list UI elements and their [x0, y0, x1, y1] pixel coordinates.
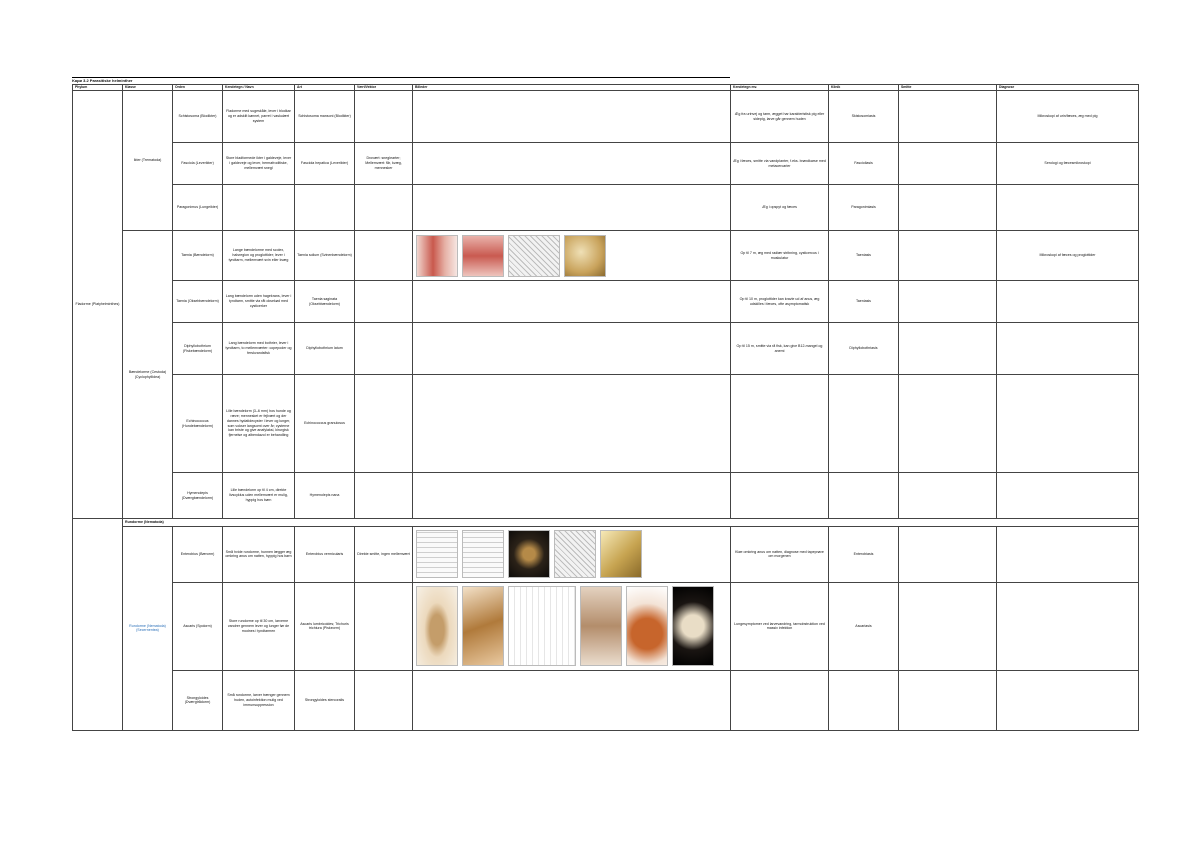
notes-cell: Op til 10 m, proglottider kan kravle ud af anus, æg udskilles i fæces, ofte asymptomatisk: [731, 281, 829, 323]
diagnose-cell: Mikroskopi af fæces og proglottider: [997, 231, 1139, 281]
order-cell: Taenia (Oksebbændelorm): [173, 281, 223, 323]
species-cell: Enterobius vermicularis: [295, 526, 355, 582]
smitte-cell: [899, 670, 997, 730]
notes-cell: Op til 7 m, æg med radiær stribning, cysticercus i muskulatur: [731, 231, 829, 281]
title-rule: [72, 77, 730, 78]
diagnose-cell: Mikroskopi af urin/fæces, æg med pig: [997, 91, 1139, 143]
clinic-cell: [829, 473, 899, 519]
column-header: Billeder: [413, 85, 731, 91]
parasite-image: [600, 530, 642, 578]
table-row: [73, 281, 1139, 323]
class-cell: Bændelorme (Cestoda) (Cyclophyllidea): [123, 231, 173, 519]
order-cell: Ascaris (Spolorm): [173, 582, 223, 670]
description-cell: Små rundorme, larver trænger gennem huden, autoinfektion mulig ved immunsuppression: [223, 670, 295, 730]
notes-cell: Op til 15 m, smitte via rå fisk, kan give B12-mangel og anemi: [731, 323, 829, 375]
column-header: Phylum: [73, 85, 123, 91]
species-cell: Hymenolepis nana: [295, 473, 355, 519]
smitte-cell: [899, 231, 997, 281]
column-header: Orden: [173, 85, 223, 91]
diagnose-cell: [997, 670, 1139, 730]
diagnose-cell: [997, 281, 1139, 323]
order-cell: Taenia (Bændelorm): [173, 231, 223, 281]
section-row: [73, 519, 1139, 527]
order-cell: Paragonimus (Lungeikter): [173, 185, 223, 231]
images-cell: [413, 323, 731, 375]
parasite-image: [564, 235, 606, 277]
host-cell: Drovært: sneglearter; Mellemvært: får, kvæg, mennesker: [355, 143, 413, 185]
parasite-image: [462, 586, 504, 666]
clinic-cell: Fascioliasis: [829, 143, 899, 185]
species-cell: Strongyloides stercoralis: [295, 670, 355, 730]
parasite-image: [508, 586, 576, 666]
class-cell: Ikter (Trematoda): [123, 91, 173, 231]
species-cell: Echinococcus granulosus: [295, 375, 355, 473]
diagnose-cell: [997, 323, 1139, 375]
table-row: [73, 582, 1139, 670]
description-cell: Fladorme med sugeskåle, lever i blodkar og er adskilt kønnet, parret i vaskulært system: [223, 91, 295, 143]
table-row: [73, 670, 1139, 730]
images-cell: [413, 143, 731, 185]
clinic-cell: [829, 375, 899, 473]
images-cell: [413, 185, 731, 231]
parasite-image: [508, 235, 560, 277]
diagnose-cell: [997, 375, 1139, 473]
table-row: [73, 323, 1139, 375]
notes-cell: Lungesymptomer ved larvevandring, tarmobstruktion ved massiv infektion: [731, 582, 829, 670]
parasite-image: [580, 586, 622, 666]
species-cell: Schistosoma mansoni (Blodikter): [295, 91, 355, 143]
host-cell: [355, 231, 413, 281]
smitte-cell: [899, 473, 997, 519]
order-cell: Fasciola (Leverikter): [173, 143, 223, 185]
clinic-cell: Enterobiasis: [829, 526, 899, 582]
parasite-image: [626, 586, 668, 666]
diagnose-cell: [997, 185, 1139, 231]
notes-cell: Æg i opspyt og fæces: [731, 185, 829, 231]
parasite-image: [554, 530, 596, 578]
images-cell: [413, 281, 731, 323]
table-row: [73, 375, 1139, 473]
images-cell: [413, 91, 731, 143]
smitte-cell: [899, 143, 997, 185]
section-label: Rundorme (Nematoda): [123, 519, 1139, 527]
column-header: Kendetegn / Navn: [223, 85, 295, 91]
parasite-image: [508, 530, 550, 578]
clinic-cell: [829, 670, 899, 730]
description-cell: Lang bændelorm med bothrier, lever i tyndtarm, to mellemværter: copepoder og ferskvandsfisk: [223, 323, 295, 375]
description-cell: Lange bændelorme med scolex, halsregion og proglottider; lever i tyndtarm, mellemvært svin eller kvæg: [223, 231, 295, 281]
description-cell: Store bladformede ikter i galdeveje, lever i galdeveje og lever, hermafroditiske, mellemvært snegl: [223, 143, 295, 185]
smitte-cell: [899, 91, 997, 143]
host-cell: [355, 91, 413, 143]
column-header: Vært/Vektor: [355, 85, 413, 91]
description-cell: [223, 185, 295, 231]
host-cell: [355, 582, 413, 670]
notes-cell: Æg fra urinvej og tarm, ægget har karakteristisk pig eller sidepig, larve går gennem huden: [731, 91, 829, 143]
species-cell: Taenia saginata (Oksebbændelorm): [295, 281, 355, 323]
column-header: Klinik: [829, 85, 899, 91]
phylum-cell: Fladorme (Platyhelminthes): [73, 91, 123, 519]
notes-cell: [731, 375, 829, 473]
description-cell: Små hvide rundorme, hunnen lægger æg omkring anus om natten, hyppig hos børn: [223, 526, 295, 582]
host-cell: [355, 670, 413, 730]
order-cell: Schistosoma (Blodikter): [173, 91, 223, 143]
parasite-image: [416, 586, 458, 666]
host-cell: [355, 323, 413, 375]
column-header: Smitte: [899, 85, 997, 91]
smitte-cell: [899, 281, 997, 323]
notes-cell: [731, 473, 829, 519]
smitte-cell: [899, 582, 997, 670]
images-cell: [413, 670, 731, 730]
species-cell: Ascaris lumbricoides; Trichuris trichiura (Piskeorm): [295, 582, 355, 670]
clinic-cell: Paragonimiasis: [829, 185, 899, 231]
column-header: Art: [295, 85, 355, 91]
smitte-cell: [899, 185, 997, 231]
species-cell: [295, 185, 355, 231]
images-cell: [413, 526, 731, 582]
images-cell: [413, 375, 731, 473]
column-header: Diagnose: [997, 85, 1139, 91]
parasite-image: [462, 235, 504, 277]
table-row: [73, 185, 1139, 231]
host-cell: [355, 375, 413, 473]
parasite-image: [416, 530, 458, 578]
species-cell: Taenia solium (Svinenbændelorm): [295, 231, 355, 281]
table-row: [73, 143, 1139, 185]
table-row: [73, 473, 1139, 519]
host-cell: [355, 281, 413, 323]
order-cell: Strongyloides (Dværgtrådorm): [173, 670, 223, 730]
notes-cell: Kløe omkring anus om natten, diagnose med tapeprøve om morgenen: [731, 526, 829, 582]
notes-cell: Æg i fæces, smitte via vandplanter, f.eks. brøndkarse med metacercarier: [731, 143, 829, 185]
table-row: [73, 526, 1139, 582]
host-cell: Direkte smitte, ingen mellemvært: [355, 526, 413, 582]
smitte-cell: [899, 323, 997, 375]
species-cell: Fasciola hepatica (Leverikter): [295, 143, 355, 185]
host-cell: [355, 185, 413, 231]
diagnose-cell: [997, 582, 1139, 670]
clinic-cell: Skistosomiasis: [829, 91, 899, 143]
host-cell: [355, 473, 413, 519]
clinic-cell: Diphyllobothriasis: [829, 323, 899, 375]
column-header: Klasse: [123, 85, 173, 91]
order-cell: Echinococcus (Hundebændelorm): [173, 375, 223, 473]
images-cell: [413, 582, 731, 670]
description-cell: Lille bændelorm (3–6 mm) hos hunde og ræve; mennesket er fejlvært og der dannes hydatidecyster i lever og lunger, som vokser langsomt over år; cysterne kan briste og give anafylaksi, kirurgisk fjernelse og albendazol er behandling: [223, 375, 295, 473]
parasite-image: [462, 530, 504, 578]
smitte-cell: [899, 375, 997, 473]
order-cell: Enterobius (Bærorm): [173, 526, 223, 582]
clinic-cell: Ascariasis: [829, 582, 899, 670]
class-cell: Rundorme (Nematoda) (Secernentea): [123, 526, 173, 730]
diagnose-cell: [997, 473, 1139, 519]
description-cell: Store rundorme op til 30 cm, larverne vandrer gennem lever og lunger før de modnes i tyndtarmen: [223, 582, 295, 670]
smitte-cell: [899, 526, 997, 582]
diagnose-cell: [997, 526, 1139, 582]
images-cell: [413, 231, 731, 281]
column-header: Kendetegn mv.: [731, 85, 829, 91]
description-cell: Lille bændelorm op til 4 cm, direkte livscyklus uden mellemvært er mulig, hyppig hos børn: [223, 473, 295, 519]
table-row: [73, 231, 1139, 281]
images-cell: [413, 473, 731, 519]
order-cell: Hymenolepis (Dværgbændelorm): [173, 473, 223, 519]
diagnose-cell: Serologi og fæcesmikroskopi: [997, 143, 1139, 185]
order-cell: Diphyllobothrium (Fiskebændelorm): [173, 323, 223, 375]
species-cell: Diphyllobothrium latum: [295, 323, 355, 375]
parasite-image: [672, 586, 714, 666]
phylum-cell: [73, 519, 123, 731]
notes-cell: [731, 670, 829, 730]
description-cell: Lang bændelorm uden hagekrans, lever i tyndtarm, smitte via råt oksekød med cysticerker: [223, 281, 295, 323]
clinic-cell: Taeniasis: [829, 231, 899, 281]
parasite-image: [416, 235, 458, 277]
clinic-cell: Taeniasis: [829, 281, 899, 323]
table-row: [73, 91, 1139, 143]
helminth-table: [72, 84, 1139, 731]
page-title: Kapø 3.2 Parasitiske helminther: [72, 78, 133, 83]
